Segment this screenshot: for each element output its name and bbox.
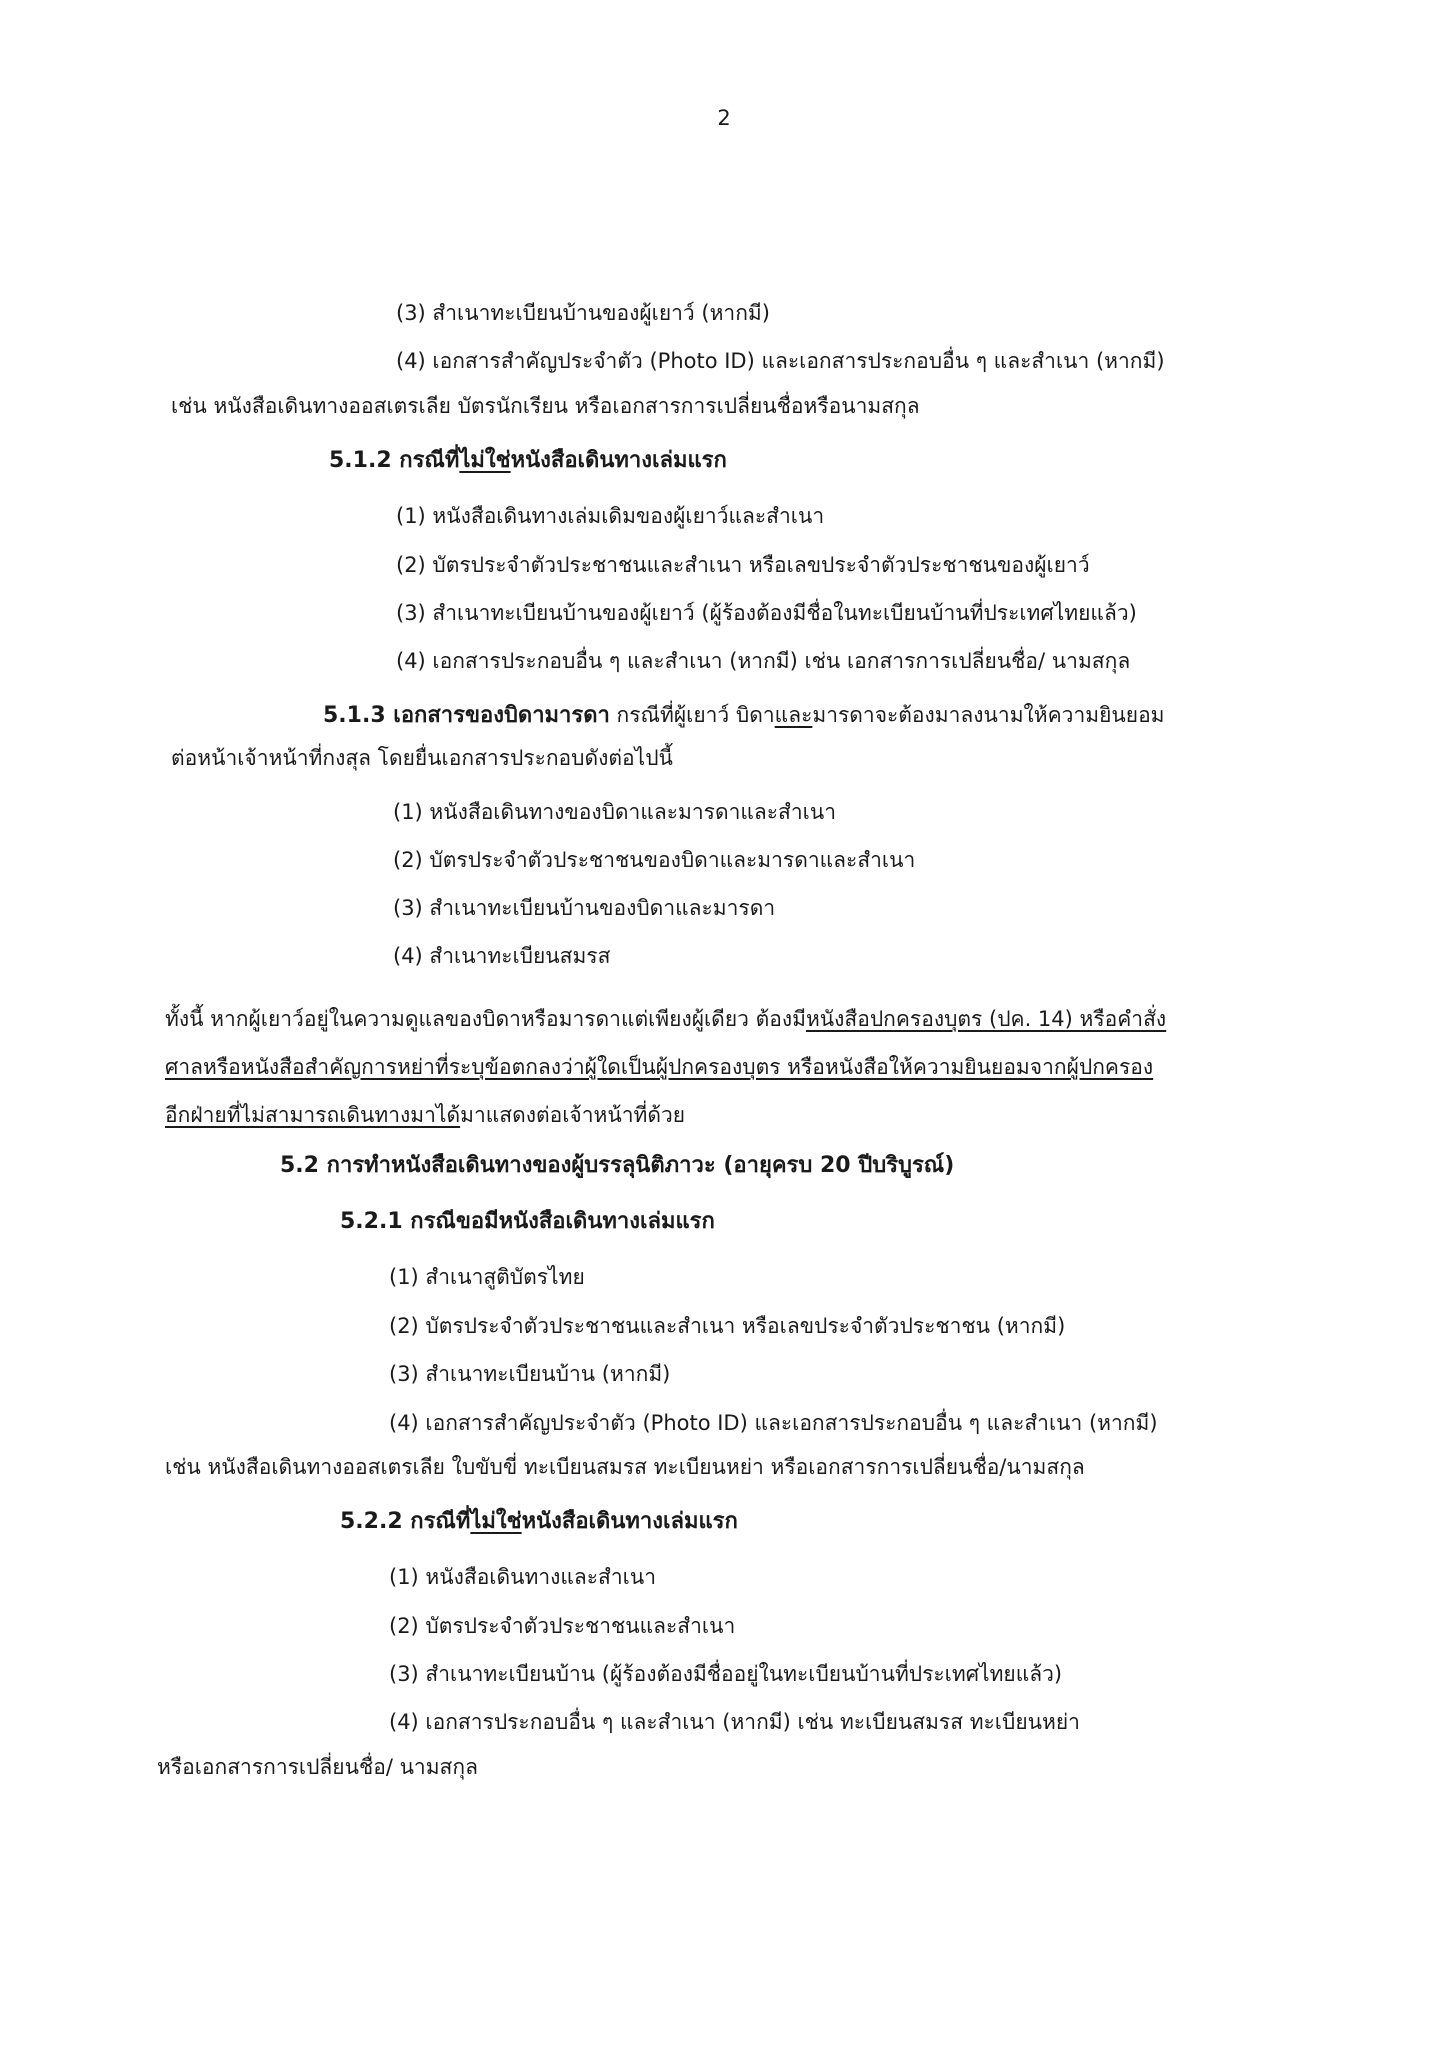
list-item: (1) หนังสือเดินทางเล่มเดิมของผู้เยาว์และสำเนา [396, 504, 825, 528]
list-item: (4) เอกสารสำคัญประจำตัว (Photo ID) และเอกสารประกอบอื่น ๆ และสำเนา (หากมี) [389, 1411, 1158, 1435]
heading-underlined-text: ไม่ใช่ [459, 448, 511, 473]
section-heading-5-1-3 [323, 700, 1165, 731]
list-item: (3) สำเนาทะเบียนบ้าน (หากมี) [389, 1362, 671, 1386]
paragraph-text: มารดาจะต้องมาลงนามให้ความยินยอม [812, 703, 1165, 727]
section-heading-5-2-1: 5.2.1 กรณีขอมีหนังสือเดินทางเล่มแรก [340, 1209, 715, 1234]
heading-underlined-text: ไม่ใช่ [470, 1509, 522, 1534]
list-item: (4) เอกสารสำคัญประจำตัว (Photo ID) และเอกสารประกอบอื่น ๆ และสำเนา (หากมี) [396, 349, 1165, 373]
note-line [165, 1100, 685, 1130]
list-item: (3) สำเนาทะเบียนบ้าน (ผู้ร้องต้องมีชื่ออยู่ในทะเบียนบ้านที่ประเทศไทยแล้ว) [389, 1662, 1063, 1686]
paragraph-continuation: เช่น หนังสือเดินทางออสเตรเลีย บัตรนักเรียน หรือเอกสารการเปลี่ยนชื่อหรือนามสกุล [171, 394, 920, 418]
heading-text: หนังสือเดินทางเล่มแรก [521, 1509, 738, 1534]
page-number: 2 [717, 106, 731, 130]
note-line [165, 1004, 1166, 1034]
list-item: (4) เอกสารประกอบอื่น ๆ และสำเนา (หากมี) เช่น เอกสารการเปลี่ยนชื่อ/ นามสกุล [396, 649, 1131, 673]
section-heading-5-1-2 [329, 446, 727, 476]
list-item: (3) สำเนาทะเบียนบ้านของผู้เยาว์ (ผู้ร้องต้องมีชื่อในทะเบียนบ้านที่ประเทศไทยแล้ว) [396, 601, 1137, 625]
list-item: (1) หนังสือเดินทางและสำเนา [389, 1565, 656, 1589]
list-item: (1) หนังสือเดินทางของบิดาและมารดาและสำเนา [393, 800, 836, 824]
list-item: (3) สำเนาทะเบียนบ้านของบิดาและมารดา [393, 896, 776, 920]
note-text: มาแสดงต่อเจ้าหน้าที่ด้วย [460, 1103, 686, 1127]
list-item: (2) บัตรประจำตัวประชาชนและสำเนา [389, 1614, 736, 1638]
heading-text: 5.1.3 เอกสารของบิดามารดา [323, 703, 610, 728]
paragraph-continuation: หรือเอกสารการเปลี่ยนชื่อ/ นามสกุล [157, 1755, 478, 1779]
heading-text: หนังสือเดินทางเล่มแรก [510, 448, 727, 473]
list-item: (1) สำเนาสูติบัตรไทย [389, 1265, 585, 1289]
list-item: (4) สำเนาทะเบียนสมรส [393, 944, 611, 968]
paragraph-continuation: ต่อหน้าเจ้าหน้าที่กงสุล โดยยื่นเอกสารประกอบดังต่อไปนี้ [171, 746, 673, 770]
list-item: (4) เอกสารประกอบอื่น ๆ และสำเนา (หากมี) เช่น ทะเบียนสมรส ทะเบียนหย่า [389, 1710, 1080, 1734]
note-underlined-text: หนังสือปกครองบุตร (ปค. 14) หรือคำสั่ง [805, 1007, 1167, 1031]
list-item: (2) บัตรประจำตัวประชาชนของบิดาและมารดาและสำเนา [393, 848, 916, 872]
paragraph-continuation: เช่น หนังสือเดินทางออสเตรเลีย ใบขับขี่ ทะเบียนสมรส ทะเบียนหย่า หรือเอกสารการเปลี่ยนชื่อ/นามสกุล [165, 1455, 1085, 1479]
heading-text: 5.2.2 กรณีที่ [340, 1509, 471, 1534]
section-heading-5-2: 5.2 การทำหนังสือเดินทางของผู้บรรลุนิติภาวะ (อายุครบ 20 ปีบริบูรณ์) [280, 1153, 955, 1178]
note-line: ศาลหรือหนังสือสำคัญการหย่าที่ระบุข้อตกลงว่าผู้ใดเป็นผู้ปกครองบุตร หรือหนังสือให้ความยินยอมจากผู้ปกครอง [165, 1055, 1154, 1079]
note-text: ทั้งนี้ หากผู้เยาว์อยู่ในความดูแลของบิดาหรือมารดาแต่เพียงผู้เดียว ต้องมี [165, 1007, 806, 1031]
list-item: (2) บัตรประจำตัวประชาชนและสำเนา หรือเลขประจำตัวประชาชนของผู้เยาว์ [396, 553, 1090, 577]
paragraph-text: กรณีที่ผู้เยาว์ บิดา [609, 703, 775, 727]
list-item: (2) บัตรประจำตัวประชาชนและสำเนา หรือเลขประจำตัวประชาชน (หากมี) [389, 1314, 1066, 1338]
heading-text: 5.1.2 กรณีที่ [329, 448, 460, 473]
list-item: (3) สำเนาทะเบียนบ้านของผู้เยาว์ (หากมี) [396, 301, 770, 325]
section-heading-5-2-2 [340, 1507, 738, 1537]
underlined-text: และ [774, 703, 813, 727]
note-underlined-text: อีกฝ่ายที่ไม่สามารถเดินทางมาได้ [165, 1103, 461, 1127]
